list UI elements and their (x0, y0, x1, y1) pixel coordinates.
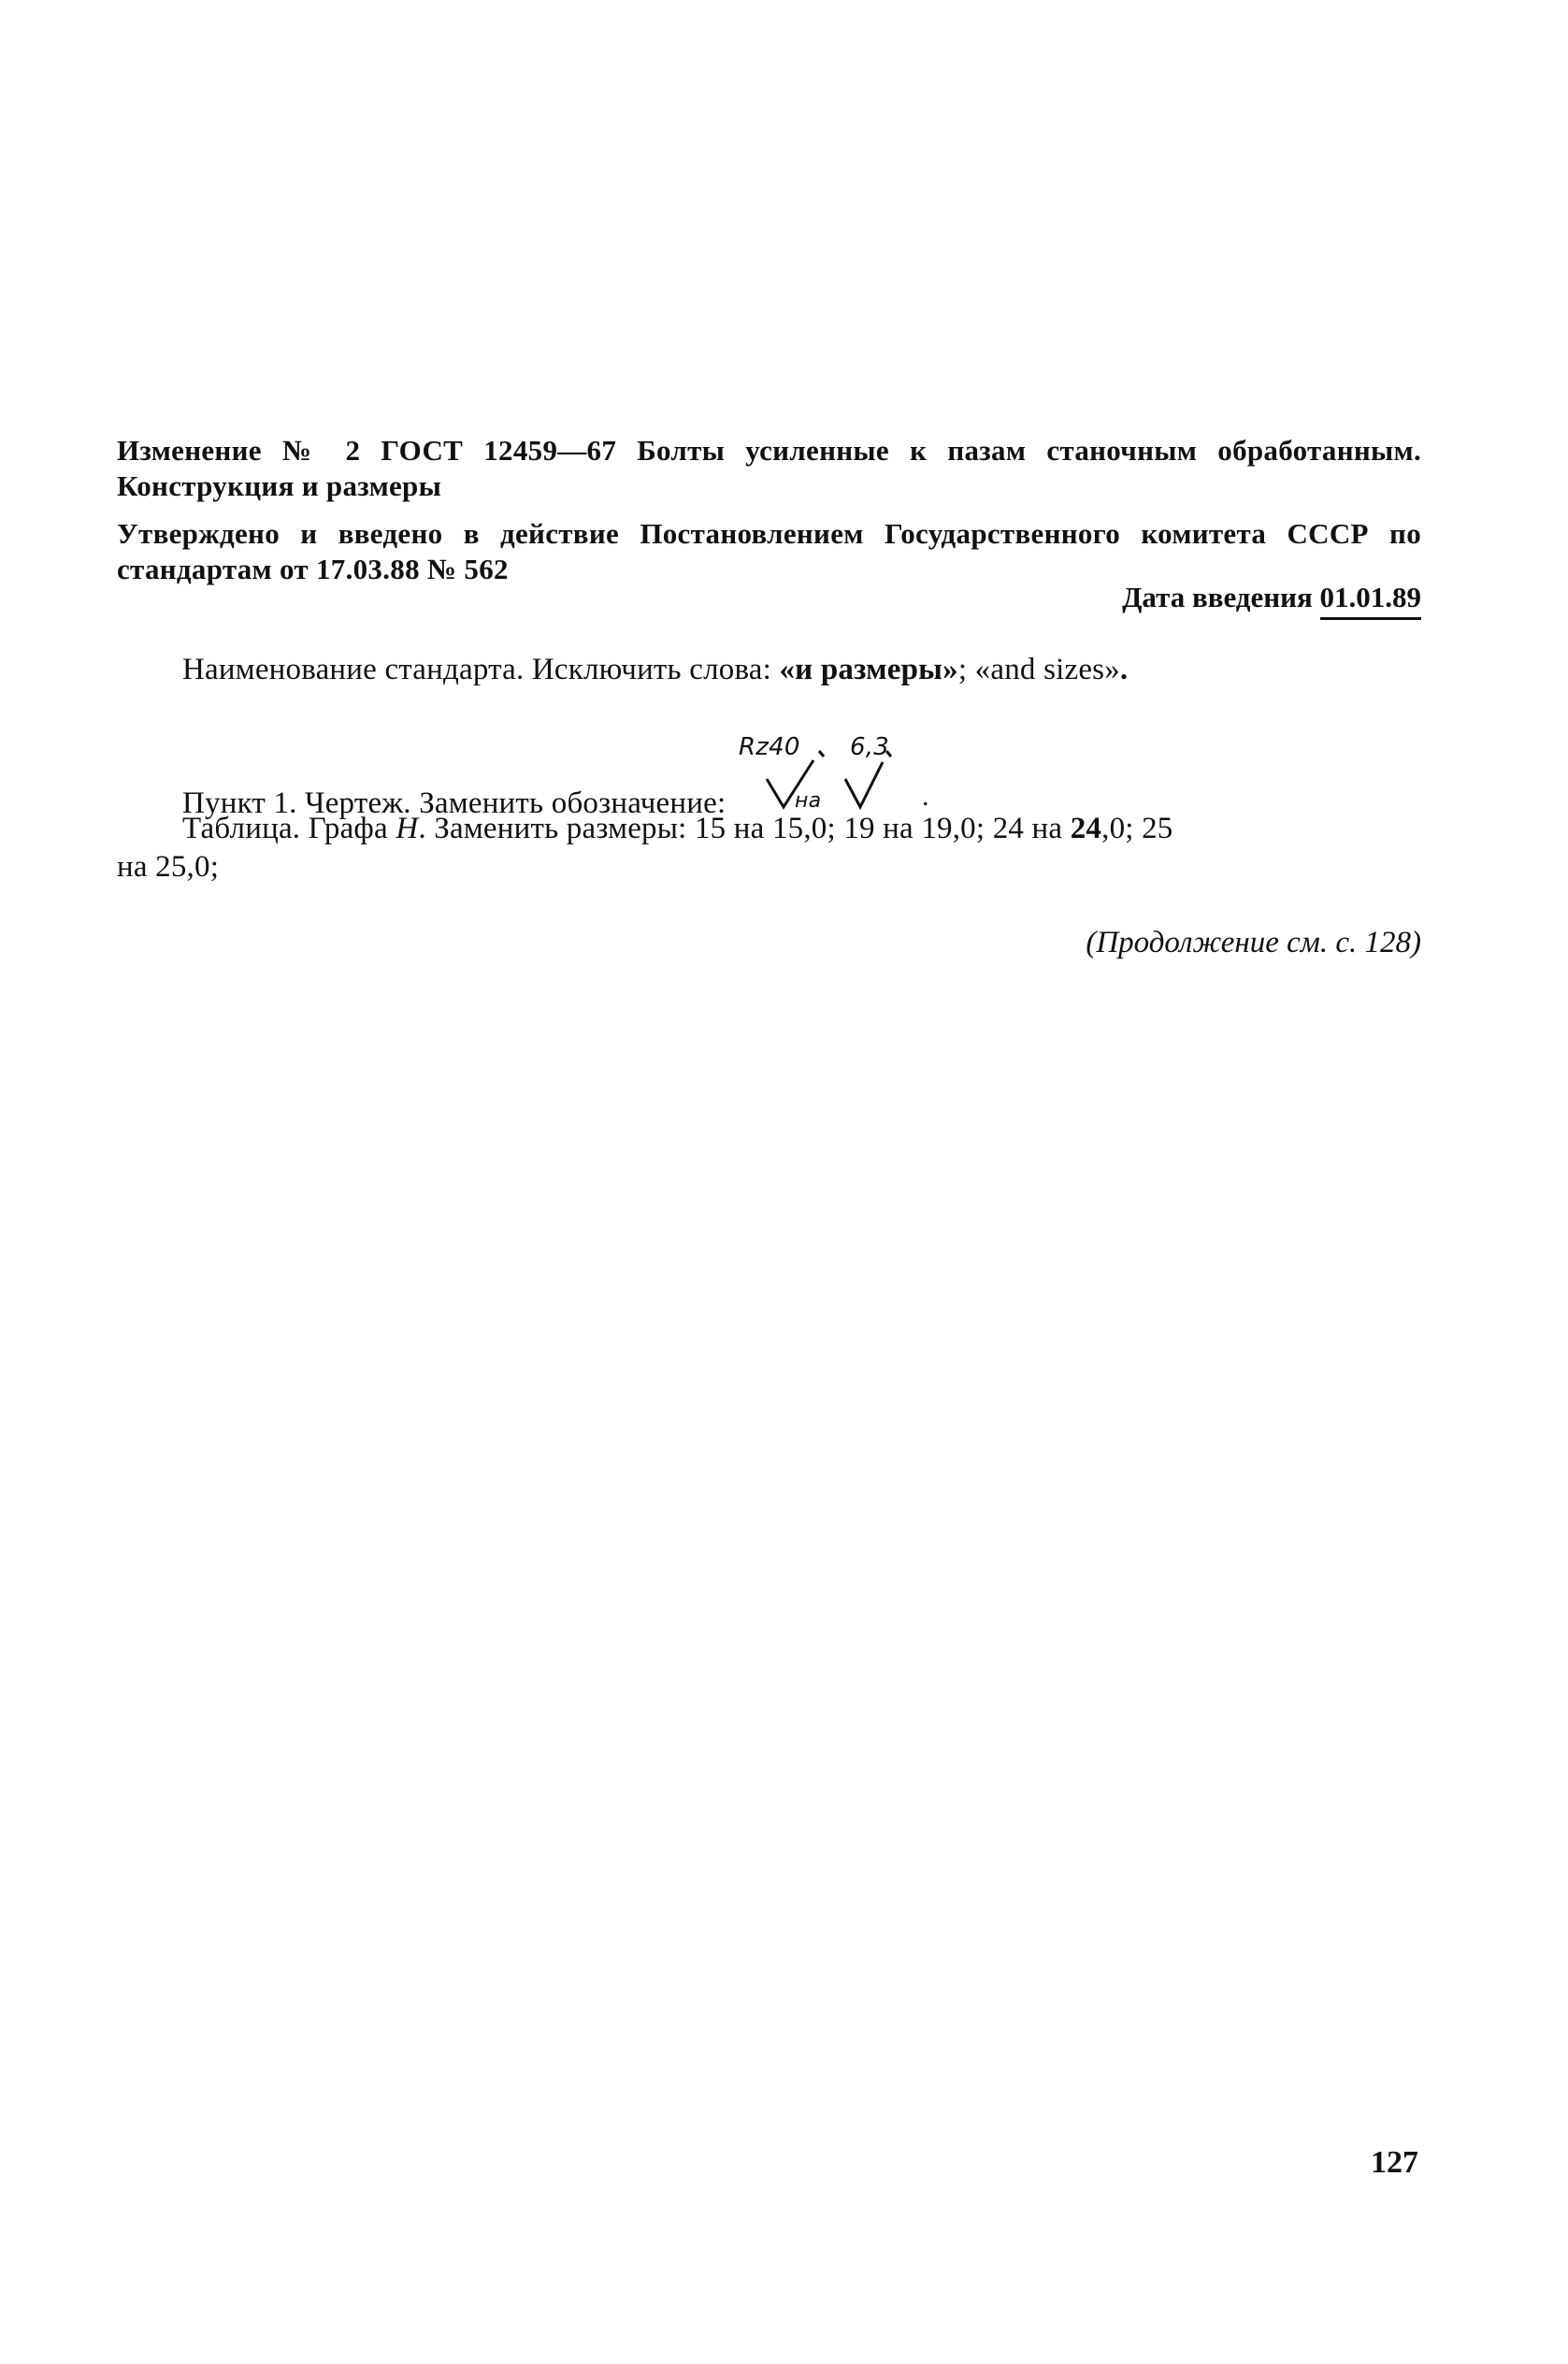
change-title: Изменение № 2 ГОСТ 12459—67 Болты усиленные к пазам станочным обработанным. Конструкция и размеры (117, 434, 1421, 502)
table-paragraph-line-2: на 25,0; (117, 850, 220, 884)
roughness-symbol-icon (735, 728, 945, 813)
name-bold-ru: «и размеры» (779, 653, 958, 686)
punkt-paragraph (117, 728, 1487, 822)
table-prefix: Таблица. Графа (182, 812, 396, 845)
symbol-comma (819, 751, 824, 757)
date-value: 01.01.89 (1320, 581, 1422, 620)
table-bold-value: 24 (1070, 812, 1102, 845)
continuation-note: (Продолжение см. с. 128) (1086, 926, 1421, 959)
approval-statement: Утверждено и введено в действие Постановлением Государственного комитета СССР по стандартам от 17.03.88 № 562 (117, 517, 1421, 585)
symbol-right-value: 6,3 (850, 733, 890, 761)
name-separator: ; (957, 653, 975, 686)
roughness-symbol (735, 728, 945, 822)
page-number: 127 (1371, 2145, 1418, 2180)
name-en: «and sizes» (974, 653, 1120, 686)
name-end: . (1119, 653, 1129, 686)
punkt-end: . (922, 781, 930, 812)
table-paragraph-line-1 (117, 810, 1487, 847)
table-after-bold: ,0; 25 (1101, 812, 1173, 845)
symbol-joiner: на (795, 789, 822, 813)
standard-name-paragraph (117, 651, 1487, 688)
symbol-left-value: Rz40 (739, 733, 800, 761)
table-text: . Заменить размеры: 15 на 15,0; 19 на 19,0; 24 на (418, 812, 1071, 845)
date-label: Дата введения (1122, 581, 1313, 613)
check-mark-icon-right (845, 762, 883, 807)
introduction-date (1122, 580, 1421, 615)
punkt-text: Пункт 1. Чертеж. Заменить обозначение: (182, 786, 726, 820)
name-text: Наименование стандарта. Исключить слова: (182, 653, 780, 686)
column-letter: Н (396, 812, 419, 845)
